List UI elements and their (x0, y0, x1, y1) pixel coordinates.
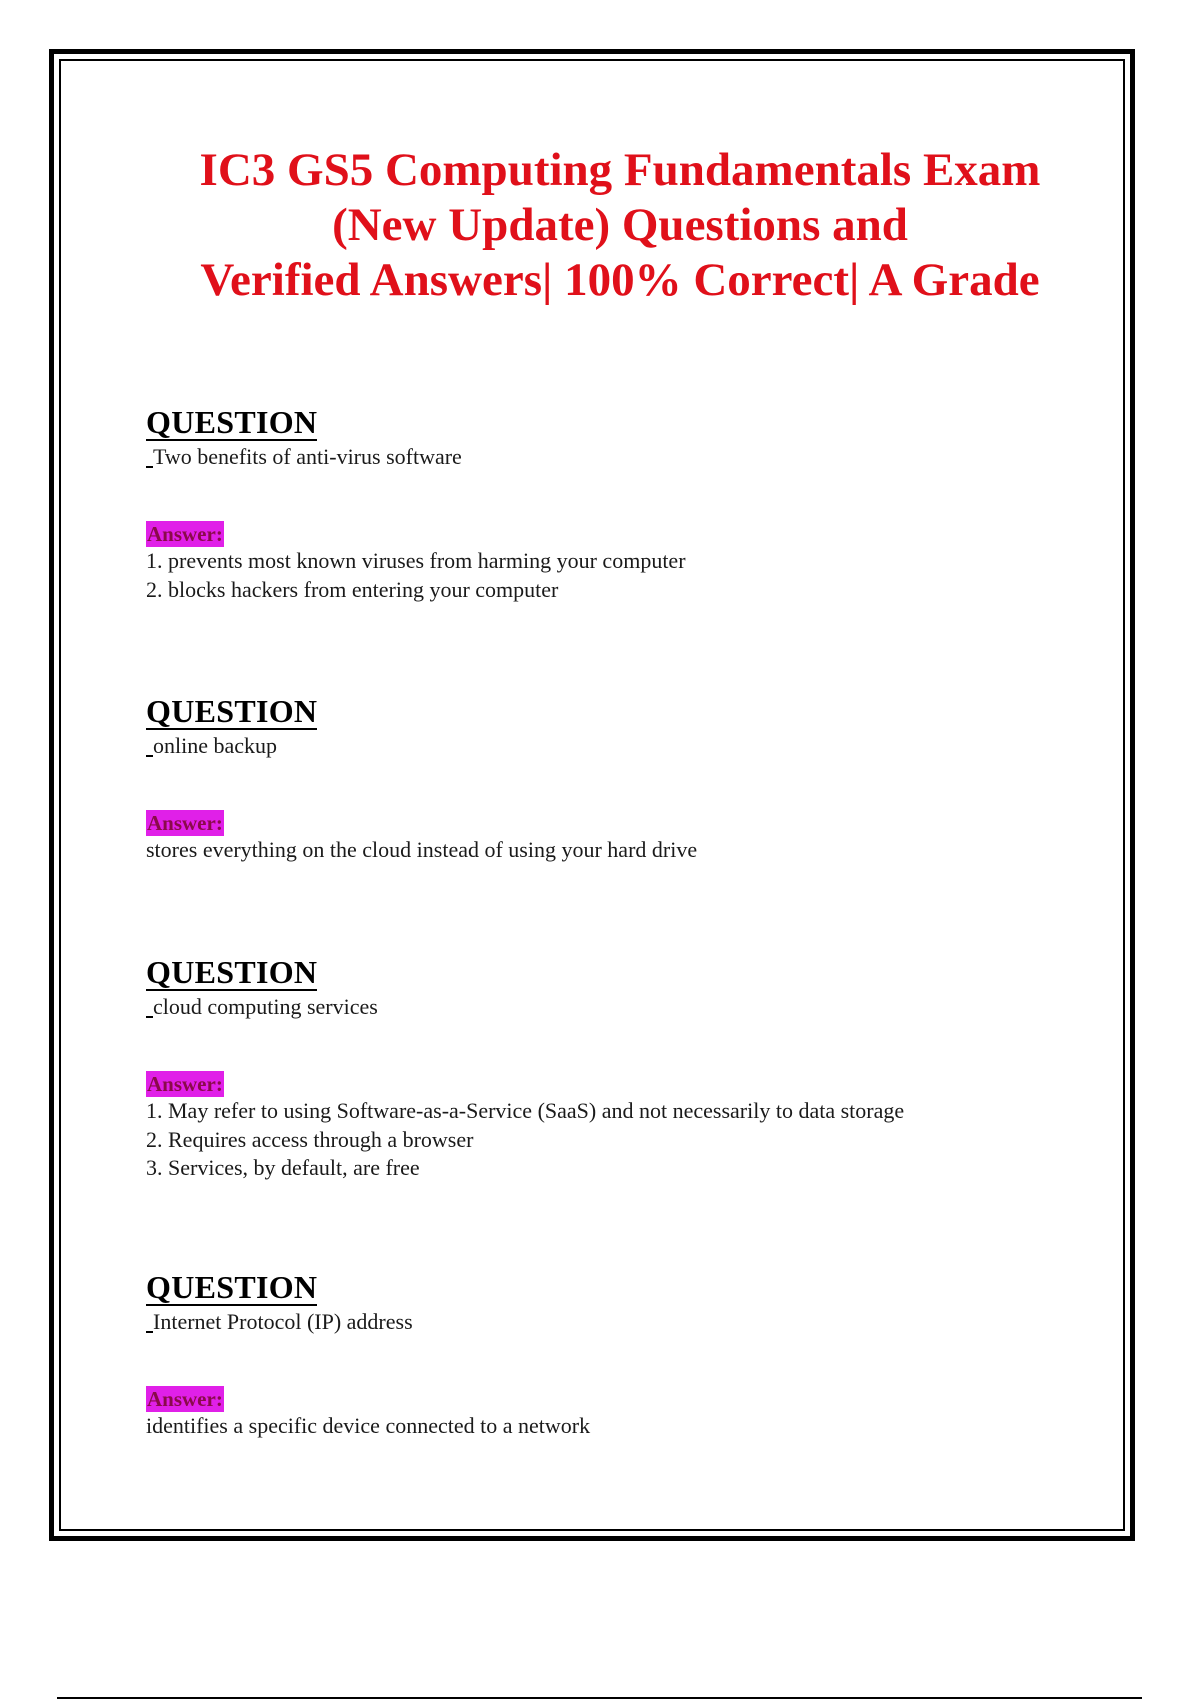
answer-line: 1. May refer to using Software-as-a-Service (SaaS) and not necessarily to data storage (146, 1098, 905, 1123)
answer-label: Answer: (147, 1072, 223, 1096)
title-line: Verified Answers| 100% Correct| A Grade (200, 254, 1040, 306)
answer-text (146, 547, 1106, 604)
document-title (140, 143, 1100, 308)
question-text: Two benefits of anti-virus software (146, 443, 1106, 471)
answer-line: 2. blocks hackers from entering your computer (146, 576, 559, 602)
answer-line: 1. prevents most known viruses from harming your computer (146, 548, 686, 573)
question-text: online backup (146, 732, 1106, 760)
answer-text (146, 836, 1106, 865)
answer-label: Answer: (147, 1387, 223, 1411)
answer-line: identifies a specific device connected to a network (146, 1413, 591, 1438)
title-line: IC3 GS5 Computing Fundamentals Exam (199, 144, 1041, 196)
question-heading: QUESTION (146, 1269, 318, 1305)
answer-line: 2. Requires access through a browser (146, 1126, 474, 1152)
question-text: Internet Protocol (IP) address (146, 1308, 1106, 1336)
question-heading: QUESTION (146, 954, 318, 990)
answer-text (146, 1097, 1106, 1183)
question-heading: QUESTION (146, 693, 318, 729)
qa-block (146, 405, 1106, 604)
answer-line: 3. Services, by default, are free (146, 1155, 420, 1180)
qa-block (146, 955, 1106, 1183)
qa-block (146, 1270, 1106, 1441)
qa-block (146, 694, 1106, 865)
title-line: (New Update) Questions and (332, 199, 908, 251)
question-heading: QUESTION (146, 404, 318, 440)
answer-line: stores everything on the cloud instead of using your hard drive (146, 837, 698, 862)
answer-label: Answer: (147, 811, 223, 835)
answer-text (146, 1412, 1106, 1441)
answer-label: Answer: (147, 522, 223, 546)
question-text: cloud computing services (146, 993, 1106, 1021)
footer-rule (57, 1697, 1142, 1699)
